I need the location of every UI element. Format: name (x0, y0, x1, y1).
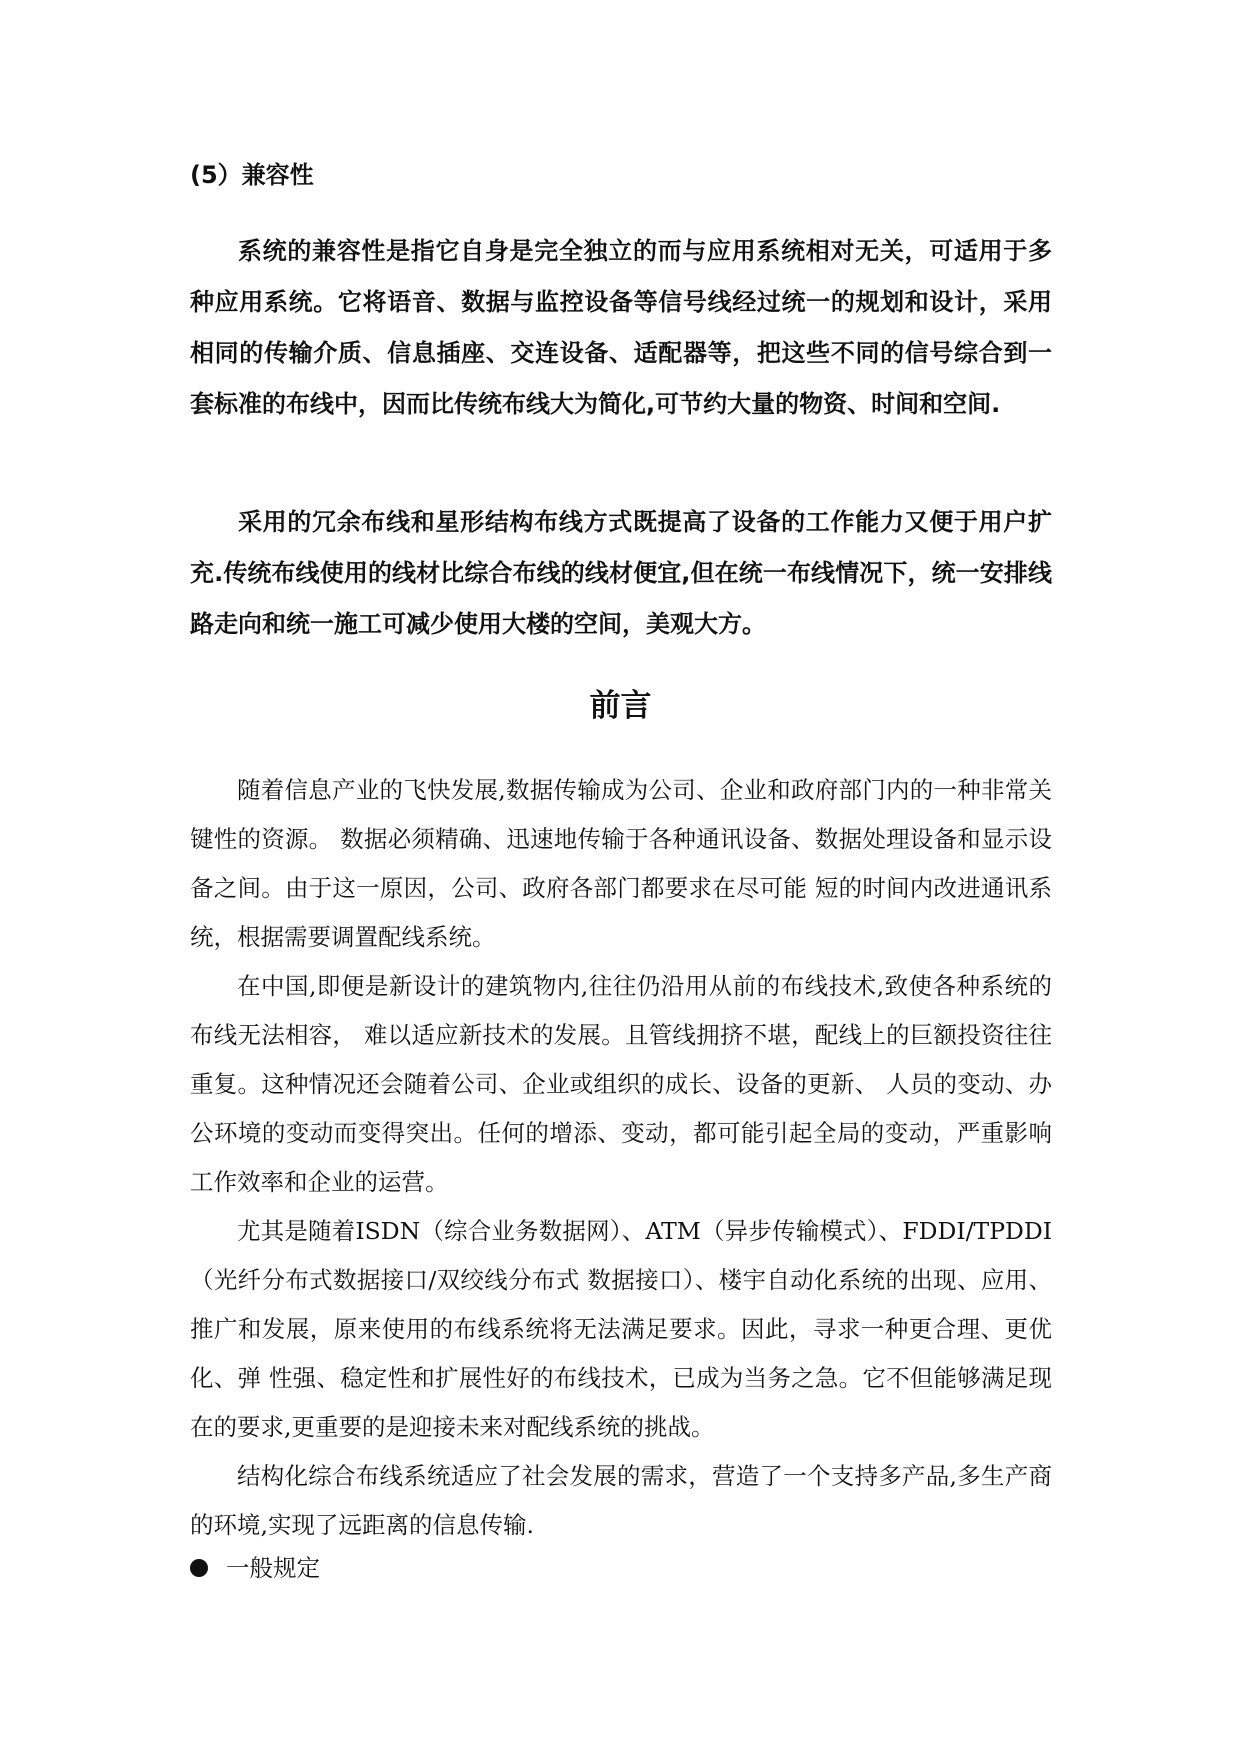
preface-paragraph-2: 在中国,即便是新设计的建筑物内,往往仍沿用从前的布线技术,致使各种系统的布线无法相容， 难以适应新技术的发展。且管线拥挤不堪，配线上的巨额投资往往重复。这种情况还会随着公司、企业或组织的成长、设备的更新、 人员的变动、办公环境的变动而变得突出。任何的增添、变动，都可能引起全局的变动，严重影响工作效率和企业的运营。 (190, 972, 1052, 1196)
preface-paragraph-4: 结构化综合布线系统适应了社会发展的需求，营造了一个支持多产品,多生产商的环境,实现了远距离的信息传输. (190, 1462, 1052, 1539)
preface-title: 前言 (589, 688, 652, 724)
preface-paragraph-3: 尤其是随着ISDN（综合业务数据网）、ATM（异步传输模式）、FDDI/TPDDI（光纤分布式数据接口/双绞线分布式 数据接口）、楼宇自动化系统的出现、应用、推广和发展，原来使用的布线系统将无法满足要求。因此，寻求一种更合理、更优化、弹 性强、稳定性和扩展性好的布线技术，已成为当务之急。它不但能够满足现在的要求,更重要的是迎接未来对配线系统的挑战。 (190, 1217, 1052, 1441)
bullet-item (190, 1544, 320, 1593)
preface-paragraph-1: 随着信息产业的飞快发展,数据传输成为公司、企业和政府部门内的一种非常关键性的资源。 数据必须精确、迅速地传输于各种通讯设备、数据处理设备和显示设备之间。由于这一原因，公司、政府各部门都要求在尽可能 短的时间内改进通讯系统，根据需要调置配线系统。 (190, 776, 1052, 951)
section-heading-compatibility: (5）兼容性 (190, 161, 314, 189)
bullet-item-label: 一般规定 (226, 1554, 320, 1582)
compatibility-paragraph-2: 采用的冗余布线和星形结构布线方式既提高了设备的工作能力又便于用户扩充.传统布线使用的线材比综合布线的线材便宜,但在统一布线情况下，统一安排线路走向和统一施工可减少使用大楼的空间，美观大方。 (190, 508, 1052, 638)
bullet-dot-icon (190, 1559, 208, 1577)
compatibility-paragraph-1: 系统的兼容性是指它自身是完全独立的而与应用系统相对无关，可适用于多种应用系统。它将语音、数据与监控设备等信号线经过统一的规划和设计，采用相同的传输介质、信息插座、交连设备、适配器等，把这些不同的信号综合到一套标准的布线中，因而比传统布线大为简化,可节约大量的物资、时间和空间. (190, 237, 1052, 418)
